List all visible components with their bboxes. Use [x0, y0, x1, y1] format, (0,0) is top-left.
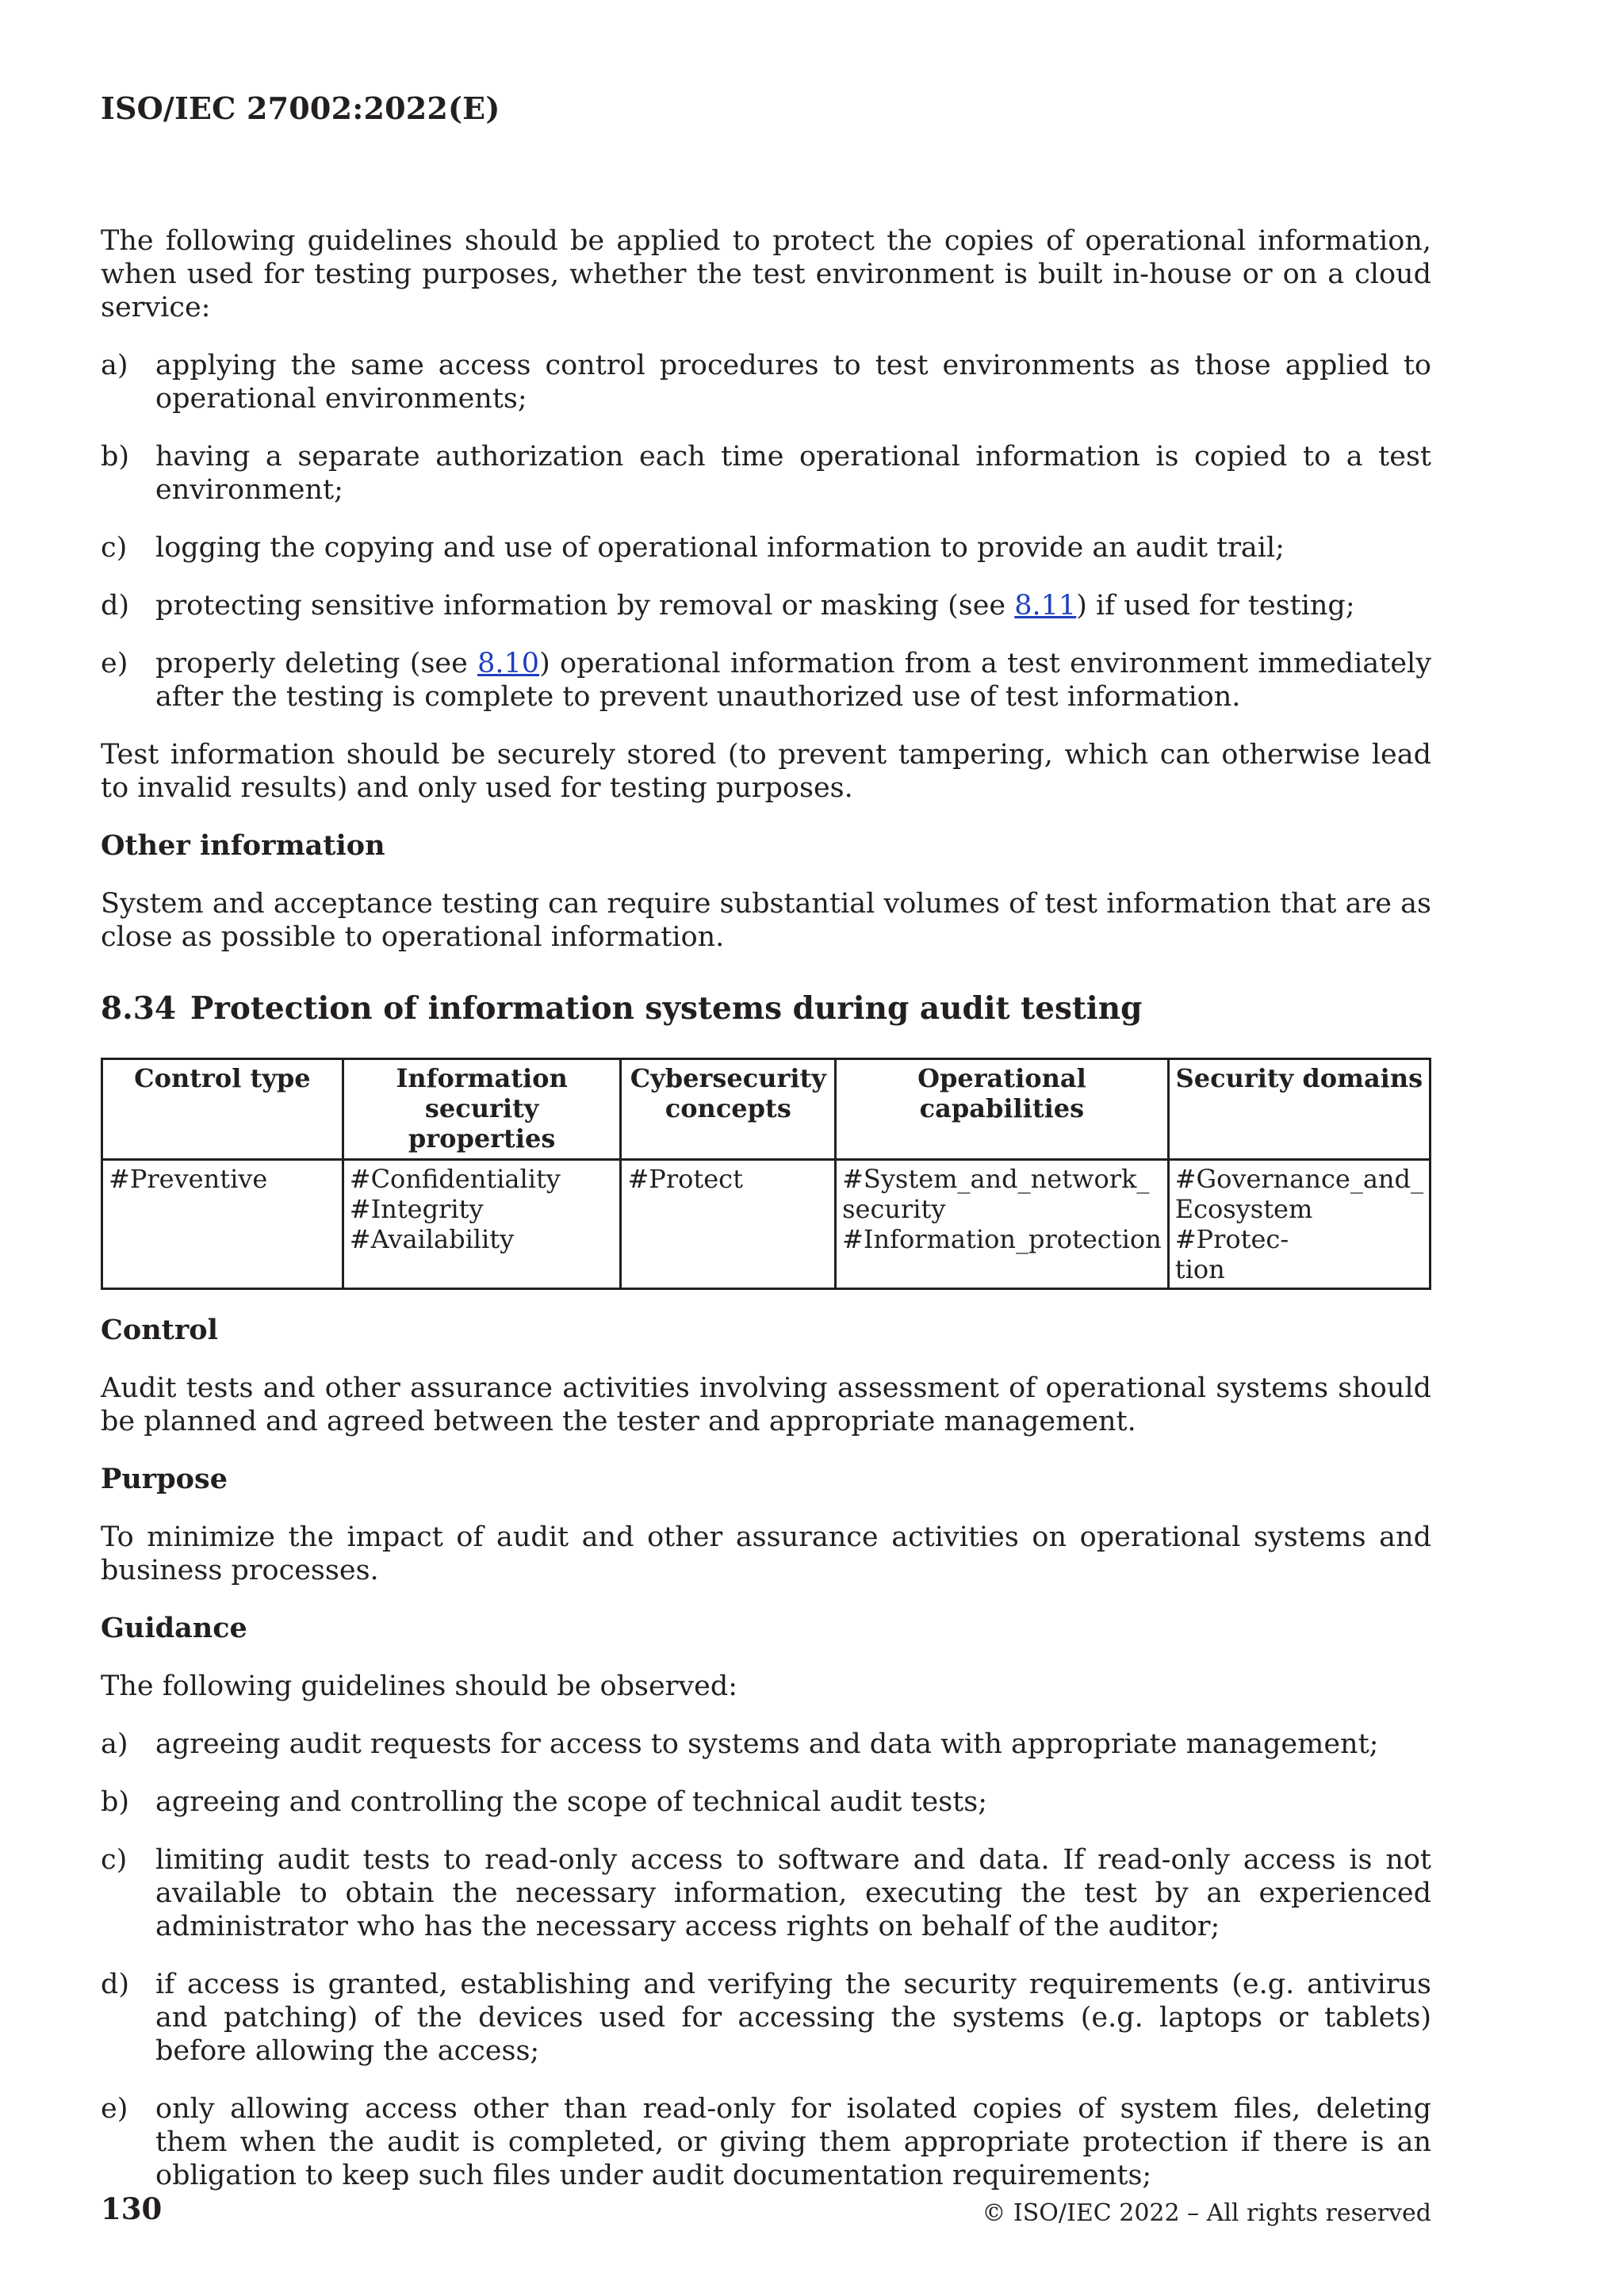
list-item-text	[155, 647, 1431, 714]
header-line: Operational	[917, 1063, 1086, 1093]
cell-security-properties	[343, 1160, 621, 1289]
control-paragraph: Audit tests and other assurance activities involving assessment of operational systems should be planned and agreed between the tester and appropriate management.	[101, 1372, 1431, 1437]
list-item-text: agreeing audit requests for access to systems and data with appropriate management;	[155, 1728, 1379, 1760]
list-marker: b)	[101, 1786, 130, 1818]
list-item	[101, 589, 1431, 622]
purpose-heading: Purpose	[101, 1463, 228, 1495]
cell-line: #Confidentiality	[349, 1164, 561, 1194]
cross-reference-link[interactable]: 8.10	[477, 648, 540, 679]
header-line: Control type	[134, 1063, 311, 1093]
cell-line: #Availability	[349, 1224, 515, 1254]
list-item-text-post: ) operational information from a test environment immediately after the testing is complete to prevent unauthorized use of test information.	[155, 648, 1432, 713]
copyright-notice: © ISO/IEC 2022 – All rights reserved	[982, 2199, 1431, 2227]
cell-line: #Integrity	[349, 1194, 484, 1224]
page-content	[101, 224, 1431, 2217]
intro-list	[101, 349, 1431, 714]
list-item	[101, 1843, 1431, 1943]
header-line: Information	[396, 1063, 568, 1093]
other-information-heading: Other information	[101, 829, 385, 862]
list-marker: c)	[101, 532, 128, 564]
header-line: Security domains	[1175, 1063, 1423, 1093]
guidance-heading: Guidance	[101, 1612, 247, 1644]
cell-line: #Protect	[627, 1164, 743, 1194]
list-item-text: having a separate authorization each time operational information is copied to a test environment;	[155, 441, 1431, 506]
closing-paragraph: Test information should be securely stored (to prevent tampering, which can otherwise lead to invalid results) and only used for testing purposes.	[101, 739, 1431, 804]
header-operational-capabilities	[836, 1059, 1169, 1160]
section-title-text: Protection of information systems during audit testing	[190, 990, 1143, 1027]
purpose-paragraph: To minimize the impact of audit and other assurance activities on operational systems and business processes.	[101, 1521, 1431, 1586]
cell-line: #System_and_network_	[842, 1164, 1150, 1194]
cell-line: Ecosystem #Protec-	[1174, 1194, 1313, 1254]
list-item-text: agreeing and controlling the scope of technical audit tests;	[155, 1786, 988, 1818]
list-item-text: only allowing access other than read-only for isolated copies of system files, deleting them when the audit is completed, or giving them appropriate protection if there is an obligation to keep such files under audit documentation requirements;	[155, 2093, 1431, 2191]
header-control-type	[102, 1059, 343, 1160]
header-line: security properties	[408, 1093, 556, 1154]
list-item-text	[155, 589, 1431, 622]
header-information-security-properties	[343, 1059, 621, 1160]
list-marker: b)	[101, 441, 130, 473]
guidance-intro: The following guidelines should be observed:	[101, 1670, 738, 1702]
list-item-text: logging the copying and use of operational information to provide an audit trail;	[155, 532, 1285, 564]
header-line: capabilities	[919, 1093, 1085, 1123]
list-item-text: applying the same access control procedures to test environments as those applied to operational environments;	[155, 350, 1431, 415]
table-row	[102, 1160, 1431, 1289]
cell-cybersecurity-concepts	[621, 1160, 836, 1289]
page-number: 130	[101, 2191, 163, 2226]
cell-line: tion	[1174, 1254, 1225, 1284]
list-item	[101, 2092, 1431, 2192]
section-title	[101, 989, 1431, 1027]
control-heading: Control	[101, 1314, 218, 1346]
list-item-text-post: ) if used for testing;	[1076, 590, 1355, 622]
list-item-text-pre: protecting sensitive information by removal or masking (see	[155, 590, 1015, 622]
list-item	[101, 1728, 1431, 1761]
cell-security-domains	[1168, 1160, 1430, 1289]
cross-reference-link[interactable]: 8.11	[1014, 590, 1077, 622]
table-header-row	[102, 1059, 1431, 1160]
list-item	[101, 1785, 1431, 1819]
list-item-text: limiting audit tests to read-only access to software and data. If read-only access is not available to obtain the necessary information, executing the test by an experienced administrator who has the necessary access rights on behalf of the auditor;	[155, 1844, 1431, 1942]
list-item	[101, 1968, 1431, 2068]
cell-operational-capabilities	[836, 1160, 1169, 1289]
list-marker: d)	[101, 590, 130, 622]
document-id-header: ISO/IEC 27002:2022(E)	[101, 90, 500, 126]
header-line: Cybersecurity	[630, 1063, 826, 1093]
list-item	[101, 647, 1431, 714]
list-marker: d)	[101, 1969, 130, 2000]
list-marker: e)	[101, 2093, 128, 2125]
guidance-list	[101, 1728, 1431, 2192]
list-marker: c)	[101, 1844, 128, 1876]
other-information-paragraph: System and acceptance testing can require substantial volumes of test information that are as close as possible to operational information.	[101, 888, 1431, 953]
cell-control-type	[102, 1160, 343, 1289]
list-item-text-pre: properly deleting (see	[155, 648, 478, 679]
header-security-domains	[1168, 1059, 1430, 1160]
list-item	[101, 349, 1431, 415]
list-marker: a)	[101, 350, 128, 381]
header-cybersecurity-concepts	[621, 1059, 836, 1160]
attributes-table	[101, 1058, 1431, 1290]
list-item	[101, 531, 1431, 564]
header-line: concepts	[665, 1093, 791, 1123]
cell-line: #Preventive	[109, 1164, 268, 1194]
section-number: 8.34	[101, 990, 176, 1027]
list-item	[101, 440, 1431, 507]
cell-line: security	[842, 1194, 946, 1224]
list-marker: e)	[101, 648, 128, 679]
cell-line: #Governance_and_	[1174, 1164, 1423, 1194]
cell-line: #Information_protection	[842, 1224, 1162, 1254]
list-marker: a)	[101, 1728, 128, 1760]
list-item-text: if access is granted, establishing and verifying the security requirements (e.g. antivirus and patching) of the devices used for accessing the systems (e.g. laptops or tablets) before allowing the access;	[155, 1969, 1431, 2067]
intro-paragraph: The following guidelines should be applied to protect the copies of operational information, when used for testing purposes, whether the test environment is built in-house or on a cloud service:	[101, 225, 1431, 323]
